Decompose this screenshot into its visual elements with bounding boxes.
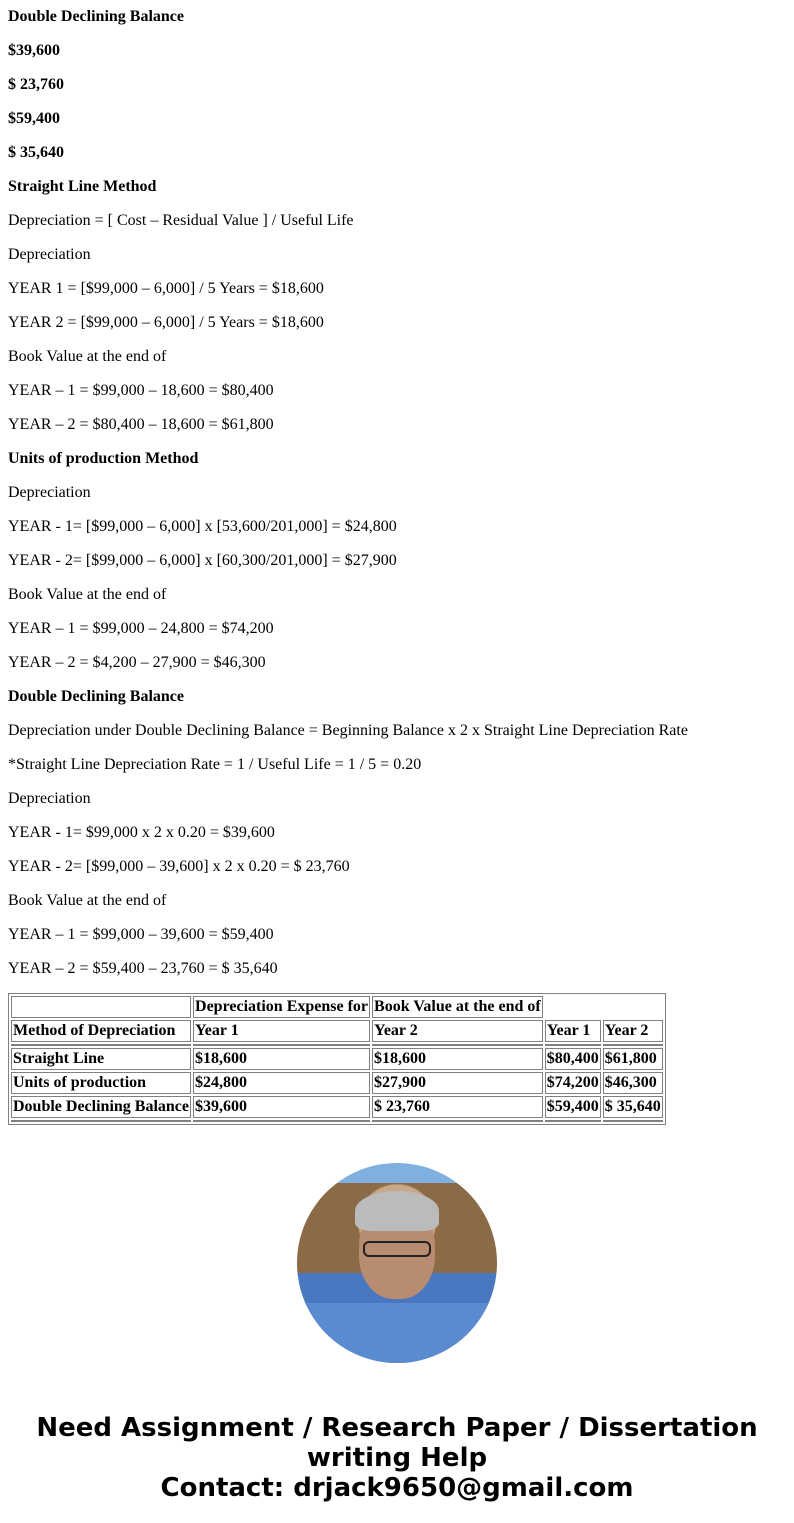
table-cell: Units of production: [11, 1072, 191, 1094]
section-heading: $ 23,760: [8, 76, 64, 93]
text-line: YEAR - 1= $99,000 x 2 x 0.20 = $39,600: [8, 824, 275, 841]
text-line: YEAR - 2= [$99,000 – 39,600] x 2 x 0.20 = $ 23,760: [8, 858, 350, 875]
table-cell: [545, 1044, 601, 1046]
section-heading: $ 35,640: [8, 144, 64, 161]
section-heading: $39,600: [8, 42, 60, 59]
table-cell: [11, 996, 191, 1018]
table-cell: [11, 1044, 191, 1046]
text-line: Depreciation = [ Cost – Residual Value ] / Useful Life: [8, 212, 354, 229]
table-cell: Straight Line: [11, 1048, 191, 1070]
text-line: *Straight Line Depreciation Rate = 1 / Useful Life = 1 / 5 = 0.20: [8, 756, 422, 773]
text-line: Book Value at the end of: [8, 348, 167, 365]
section-heading: Double Declining Balance: [8, 8, 185, 25]
text-line: YEAR – 2 = $4,200 – 27,900 = $46,300: [8, 654, 266, 671]
table-cell: Method of Depreciation: [11, 1020, 191, 1042]
section-heading: $59,400: [8, 110, 60, 127]
table-row: [11, 1044, 663, 1046]
section-heading: Units of production Method: [8, 450, 199, 467]
table-cell: [603, 1120, 663, 1122]
text-line: Depreciation under Double Declining Balance = Beginning Balance x 2 x Straight Line Depreciation Rate: [8, 722, 688, 739]
text-line: YEAR - 2= [$99,000 – 6,000] x [60,300/201,000] = $27,900: [8, 552, 397, 569]
table-cell: $ 23,760: [372, 1096, 543, 1118]
table-cell: $18,600: [372, 1048, 543, 1070]
table-cell: $18,600: [193, 1048, 370, 1070]
text-line: YEAR 1 = [$99,000 – 6,000] / 5 Years = $18,600: [8, 280, 324, 297]
table-cell: [193, 1120, 370, 1122]
text-line: YEAR – 2 = $80,400 – 18,600 = $61,800: [8, 416, 274, 433]
table-cell: $24,800: [193, 1072, 370, 1094]
table-cell: [11, 1120, 191, 1122]
footer-contact-email: Contact: drjack9650@gmail.com: [160, 1473, 634, 1503]
text-line: YEAR – 1 = $99,000 – 24,800 = $74,200: [8, 620, 274, 637]
text-line: Depreciation: [8, 484, 91, 501]
text-line: Book Value at the end of: [8, 892, 167, 909]
text-line: Book Value at the end of: [8, 586, 167, 603]
table-cell: Depreciation Expense for: [193, 996, 370, 1018]
table-cell: $74,200: [545, 1072, 601, 1094]
table-cell: [545, 1120, 601, 1122]
table-cell: [193, 1044, 370, 1046]
table-cell: $46,300: [603, 1072, 663, 1094]
document-body: [8, 8, 786, 978]
text-line: Depreciation: [8, 790, 91, 807]
table-cell: $27,900: [372, 1072, 543, 1094]
section-heading: Straight Line Method: [8, 178, 157, 195]
table-cell: Year 1: [193, 1020, 370, 1042]
table-cell: Year 2: [603, 1020, 663, 1042]
text-line: Depreciation: [8, 246, 91, 263]
table-row: [11, 1096, 663, 1118]
table-row: [11, 1048, 663, 1070]
table-cell: Year 1: [545, 1020, 601, 1042]
author-photo: [297, 1163, 497, 1363]
table-row: [11, 1120, 663, 1122]
table-row: [11, 1020, 663, 1042]
depreciation-summary-table: [8, 993, 666, 1125]
text-line: YEAR 2 = [$99,000 – 6,000] / 5 Years = $18,600: [8, 314, 324, 331]
table-cell: Double Declining Balance: [11, 1096, 191, 1118]
section-heading: Double Declining Balance: [8, 688, 185, 705]
text-line: YEAR - 1= [$99,000 – 6,000] x [53,600/201,000] = $24,800: [8, 518, 397, 535]
text-line: YEAR – 1 = $99,000 – 18,600 = $80,400: [8, 382, 274, 399]
table-cell: [372, 1044, 543, 1046]
footer-help-text: Need Assignment / Research Paper / Dissertation writing Help: [36, 1413, 758, 1473]
table-row: [11, 1072, 663, 1094]
table-cell: $59,400: [545, 1096, 601, 1118]
table-cell: $61,800: [603, 1048, 663, 1070]
table-cell: Year 2: [372, 1020, 543, 1042]
text-line: YEAR – 2 = $59,400 – 23,760 = $ 35,640: [8, 960, 278, 977]
table-cell: [603, 1044, 663, 1046]
table-cell: Book Value at the end of: [372, 996, 543, 1018]
table-row: [11, 996, 663, 1018]
table-cell: [372, 1120, 543, 1122]
text-line: YEAR – 1 = $99,000 – 39,600 = $59,400: [8, 926, 274, 943]
table-cell: $ 35,640: [603, 1096, 663, 1118]
table-cell: $39,600: [193, 1096, 370, 1118]
table-cell: $80,400: [545, 1048, 601, 1070]
contact-footer: [8, 1413, 786, 1503]
